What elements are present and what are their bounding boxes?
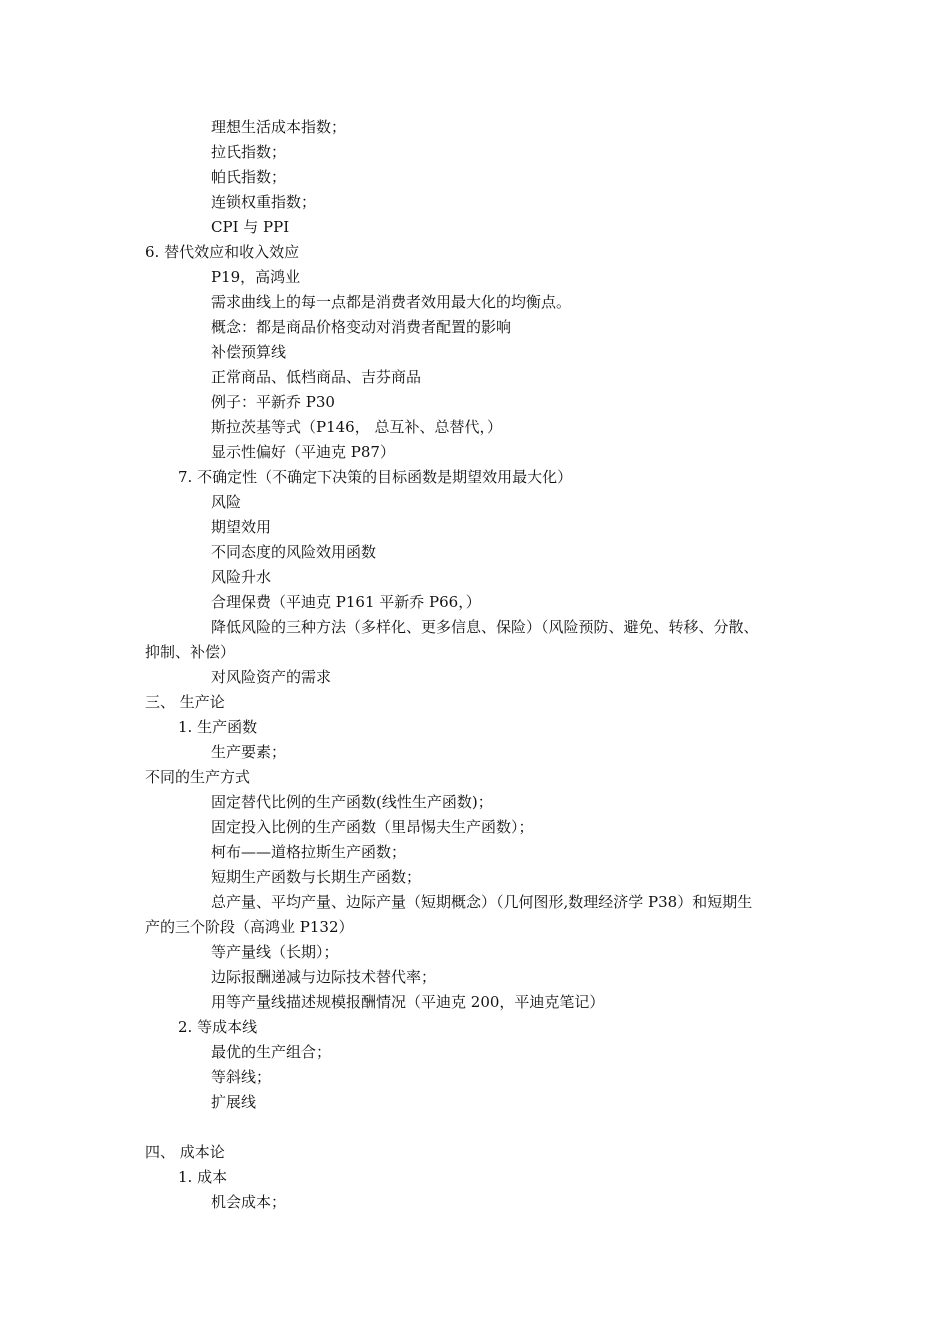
section-heading: 1. 成本 xyxy=(178,1168,228,1186)
text-line: 柯布——道格拉斯生产函数； xyxy=(211,843,407,861)
text-line: 总产量、平均产量、边际产量（短期概念）（几何图形,数理经济学 P38）和短期生 xyxy=(211,893,753,911)
text-line: 等产量线（长期）； xyxy=(211,943,339,961)
text-line: 连锁权重指数； xyxy=(211,193,317,211)
text-line: P19，高鸿业 xyxy=(211,268,301,286)
text-line: 帕氏指数； xyxy=(211,168,287,186)
section-heading: 6. 替代效应和收入效应 xyxy=(145,243,300,261)
text-line: 正常商品、低档商品、吉芬商品 xyxy=(211,368,422,386)
text-line: 风险升水 xyxy=(211,568,272,586)
text-line: 产的三个阶段（高鸿业 P132） xyxy=(145,918,354,936)
text-line: 短期生产函数与长期生产函数； xyxy=(211,868,422,886)
text-line: 风险 xyxy=(211,493,242,511)
text-line: 不同的生产方式 xyxy=(145,768,251,786)
text-line: 补偿预算线 xyxy=(211,343,287,361)
text-line: 生产要素； xyxy=(211,743,287,761)
text-line: 固定替代比例的生产函数(线性生产函数)； xyxy=(211,793,493,811)
text-line: 例子：平新乔 P30 xyxy=(211,393,335,411)
text-line: 显示性偏好（平迪克 P87） xyxy=(211,443,395,461)
text-line: 对风险资产的需求 xyxy=(211,668,332,686)
text-line: 概念：都是商品价格变动对消费者配置的影响 xyxy=(211,318,512,336)
text-line: 需求曲线上的每一点都是消费者效用最大化的均衡点。 xyxy=(211,293,572,311)
text-line: 抑制、补偿） xyxy=(145,643,236,661)
text-line: 用等产量线描述规模报酬情况（平迪克 200，平迪克笔记） xyxy=(211,993,605,1011)
text-line: 期望效用 xyxy=(211,518,272,536)
section-heading: 7. 不确定性（不确定下决策的目标函数是期望效用最大化） xyxy=(178,468,573,486)
text-line: 扩展线 xyxy=(211,1093,257,1111)
chapter-heading: 四、 成本论 xyxy=(145,1143,225,1161)
text-line: 斯拉茨基等式（P146， 总互补、总替代，） xyxy=(211,418,502,436)
text-line: 拉氏指数； xyxy=(211,143,287,161)
chapter-heading: 三、 生产论 xyxy=(145,693,225,711)
section-heading: 1. 生产函数 xyxy=(178,718,258,736)
text-line: 降低风险的三种方法（多样化、更多信息、保险）（风险预防、避免、转移、分散、 xyxy=(211,618,759,636)
text-line: 固定投入比例的生产函数（里昂惕夫生产函数）； xyxy=(211,818,534,836)
text-line: 机会成本； xyxy=(211,1193,287,1211)
section-heading: 2. 等成本线 xyxy=(178,1018,258,1036)
text-line: 理想生活成本指数； xyxy=(211,118,347,136)
text-line: CPI 与 PPI xyxy=(211,218,290,236)
text-line: 等斜线； xyxy=(211,1068,272,1086)
text-line: 不同态度的风险效用函数 xyxy=(211,543,377,561)
text-line: 最优的生产组合； xyxy=(211,1043,332,1061)
text-line: 边际报酬递减与边际技术替代率； xyxy=(211,968,437,986)
text-line: 合理保费（平迪克 P161 平新乔 P66，） xyxy=(211,593,481,611)
